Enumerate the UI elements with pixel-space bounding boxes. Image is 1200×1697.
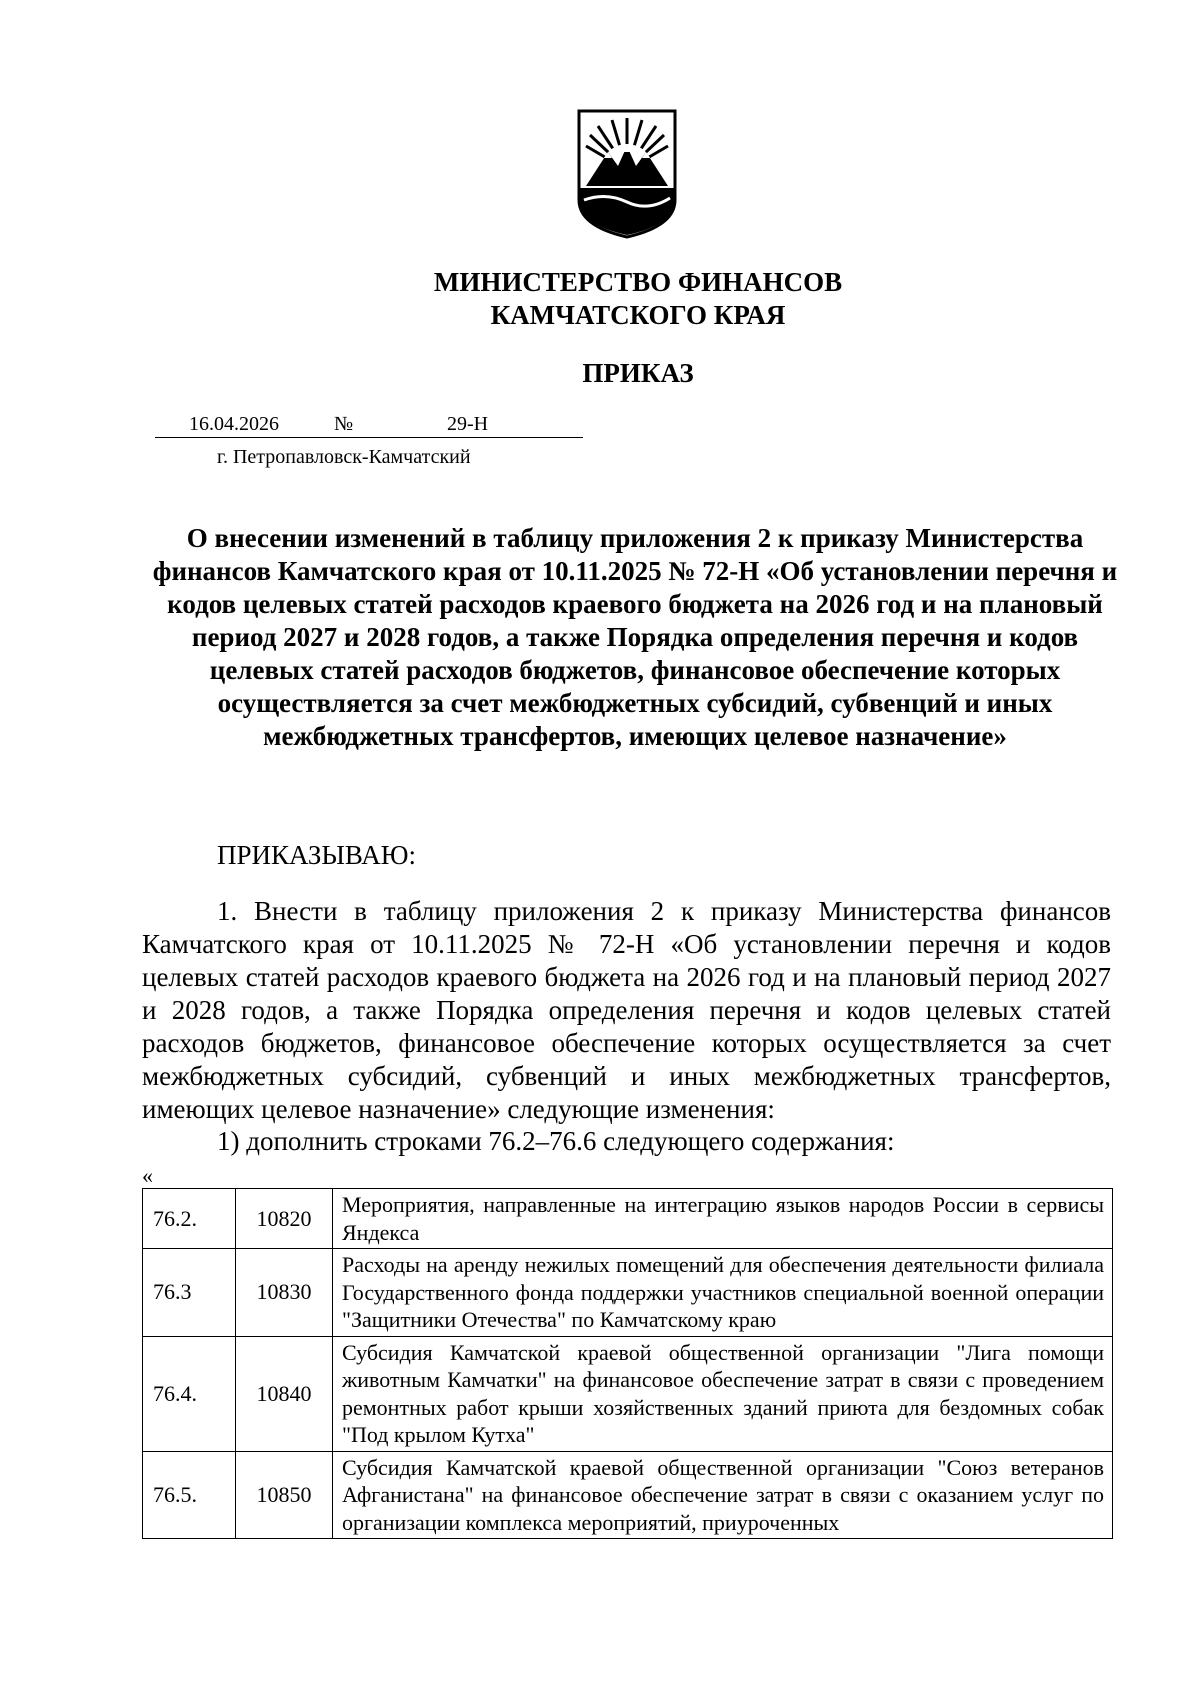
row-code: 10820 — [236, 1189, 333, 1249]
organization-name-line2: КАМЧАТСКОГО КРАЯ — [490, 300, 786, 330]
order-word: ПРИКАЗЫВАЮ: — [217, 840, 416, 870]
codes-table — [142, 1188, 1113, 1539]
paragraph-1: 1. Внести в таблицу приложения 2 к приказу Министерства финансов Камчатского края от 10.11.2025 № 72-Н «Об установлении перечня и кодов целевых статей расходов краевого бюджета на 2026 год и на плановый период 2027 и 2028 годов, а также Порядка определения перечня и кодов целевых статей расходов бюджетов, финансовое обеспечение которых осуществляется за счет межбюджетных субсидий, субвенций и иных межбюджетных трансфертов, имеющих целевое назначение» следующие изменения: — [142, 896, 1111, 1124]
opening-quote: « — [142, 1163, 153, 1188]
row-code: 10830 — [236, 1249, 333, 1337]
coat-of-arms-icon — [576, 108, 678, 239]
row-description: Субсидия Камчатской краевой общественной организации "Союз ветеранов Афганистана" на финансовое обеспечение затрат в связи с оказанием услуг по организации комплекса мероприятий, приуроченных — [333, 1451, 1113, 1539]
number-label: № — [334, 413, 354, 435]
paragraph-2: 1) дополнить строками 76.2–76.6 следующего содержания: — [217, 1126, 895, 1156]
row-number: 76.4. — [143, 1336, 236, 1451]
organization-name-line1: МИНИСТЕРСТВО ФИНАНСОВ — [433, 267, 843, 297]
document-type: ПРИКАЗ — [582, 358, 694, 388]
row-number: 76.2. — [143, 1189, 236, 1249]
row-description: Расходы на аренду нежилых помещений для обеспечения деятельности филиала Государственного фонда поддержки участников специальной военной операции "Защитники Отечества" по Камчатскому краю — [333, 1249, 1113, 1337]
row-code: 10840 — [236, 1336, 333, 1451]
document-date: 16.04.2026 — [189, 413, 279, 435]
row-description: Субсидия Камчатской краевой общественной организации "Лига помощи животным Камчатки" на финансовое обеспечение затрат в связи с проведением ремонтных работ крыши хозяйственных зданий приюта для бездомных собак "Под крылом Кутха" — [333, 1336, 1113, 1451]
table-row — [143, 1189, 1113, 1249]
row-description: Мероприятия, направленные на интеграцию языков народов России в сервисы Яндекса — [333, 1189, 1113, 1249]
table-row — [143, 1249, 1113, 1337]
row-number: 76.5. — [143, 1451, 236, 1539]
row-code: 10850 — [236, 1451, 333, 1539]
document-number: 29-Н — [447, 413, 489, 435]
document-title: О внесении изменений в таблицу приложения 2 к приказу Министерства финансов Камчатского края от 10.11.2025 № 72-Н «Об установлении перечня и кодов целевых статей расходов краевого бюджета на 2026 год и на плановый период 2027 и 2028 годов, а также Порядка определения перечня и кодов целевых статей расходов бюджетов, финансовое обеспечение которых осуществляется за счет межбюджетных субсидий, субвенций и иных межбюджетных трансфертов, имеющих целевое назначение» — [152, 523, 1118, 751]
registration-line — [155, 413, 583, 438]
table-row — [143, 1451, 1113, 1539]
city: г. Петропавловск-Камчатский — [217, 446, 471, 468]
row-number: 76.3 — [143, 1249, 236, 1337]
table-row — [143, 1336, 1113, 1451]
